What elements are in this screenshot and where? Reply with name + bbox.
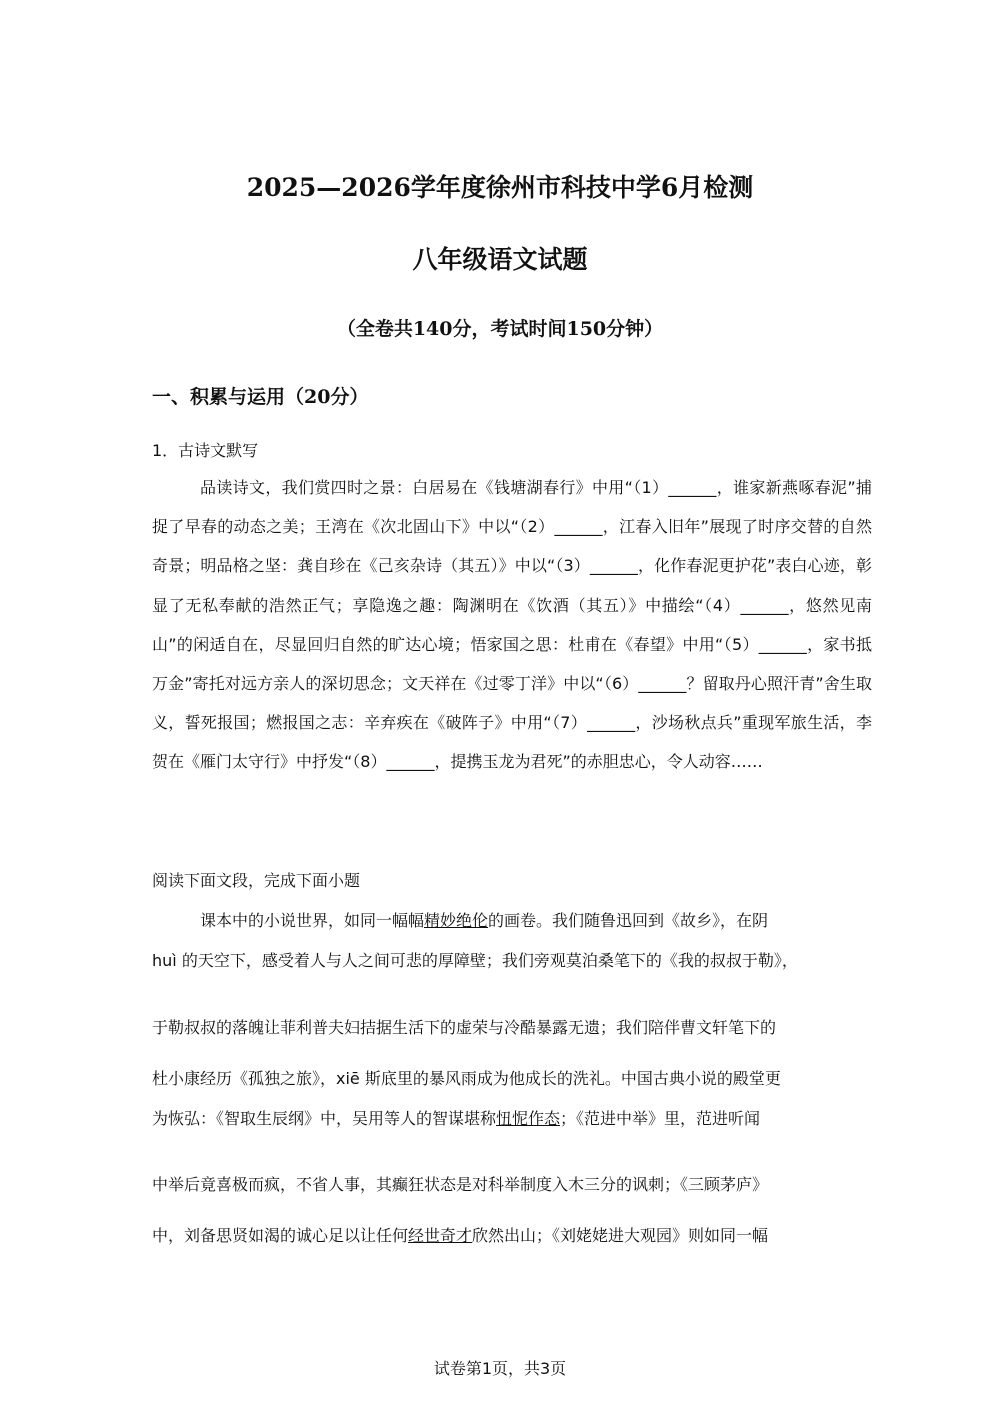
passage-line — [152, 1223, 768, 1246]
passage-text: 课本中的小说世界，如同一幅幅 — [200, 911, 425, 930]
passage-line — [152, 1106, 760, 1129]
section-heading: 一、积累与运用（20分） — [152, 386, 369, 408]
passage-text: ；《范进中举》里，范进听闻 — [560, 1109, 761, 1128]
passage-line — [200, 908, 768, 931]
page-footer: 试卷第1页，共3页 — [433, 1359, 567, 1378]
question-paragraph: 品读诗文，我们赏四时之景：白居易在《钱塘湖春行》中用“（1）______，谁家新燕啄春泥”捕捉了早春的动态之美；王湾在《次北固山下》中以“（2）______，江春入旧年”展现了时序交替的自然奇景；明品格之坚：龚自珍在《己亥杂诗（其五）》中以“（3）______，化作春泥更护花”表白心迹，彰显了无私奉献的浩然正气；享隐逸之趣：陶渊明在《饮酒（其五）》中描绘“（4）______，悠然见南山”的闲适自在，尽显回归自然的旷达心境；悟家国之思：杜甫在《春望》中用“（5）______，家书抵万金”寄托对远方亲人的深切思念；文天祥在《过零丁洋》中以“（6）______？留取丹心照汗青”舍生取义，誓死报国；燃报国之志：辛弃疾在《破阵子》中用“（7）______，沙场秋点兵”重现军旅生活，李贺在《雁门太守行》中抒发“（8）______，提携玉龙为君死”的赤胆忠心，令人动容…… — [152, 478, 872, 772]
underlined-word: 精妙绝伦 — [424, 911, 489, 930]
exam-subtitle: 八年级语文试题 — [412, 245, 588, 274]
passage-line: 杜小康经历《孤独之旅》，xiē 斯底里的暴风雨成为他成长的洗礼。中国古典小说的殿堂更 — [152, 1069, 781, 1088]
passage-text: 欣然出山；《刘姥姥进大观园》则如同一幅 — [472, 1226, 769, 1245]
passage-line: 中举后竟喜极而疯，不省人事，其癫狂状态是对科举制度入木三分的讽刺；《三顾茅庐》 — [152, 1175, 769, 1194]
exam-title: 2025—2026学年度徐州市科技中学6月检测 — [246, 173, 754, 202]
reading-instruction: 阅读下面文段，完成下面小题 — [152, 871, 361, 890]
passage-text: 为恢弘：《智取生辰纲》中，吴用等人的智谋堪称 — [152, 1109, 497, 1128]
underlined-word: 经世奇才 — [408, 1226, 473, 1245]
passage-line: 于勒叔叔的落魄让菲利普夫妇拮据生活下的虚荣与冷酷暴露无遗；我们陪伴曹文轩笔下的 — [152, 1018, 777, 1037]
passage-text: 中，刘备思贤如渴的诚心足以让任何 — [152, 1226, 409, 1245]
passage-line: huì 的天空下，感受着人与人之间可悲的厚障壁；我们旁观莫泊桑笔下的《我的叔叔于勒》， — [152, 951, 798, 970]
underlined-word: 忸怩作态 — [496, 1109, 561, 1128]
exam-note: （全卷共140分，考试时间150分钟） — [336, 318, 664, 340]
passage-text: 的画卷。我们随鲁迅回到《故乡》，在阴 — [488, 911, 769, 930]
question-label: 1．古诗文默写 — [152, 441, 259, 460]
